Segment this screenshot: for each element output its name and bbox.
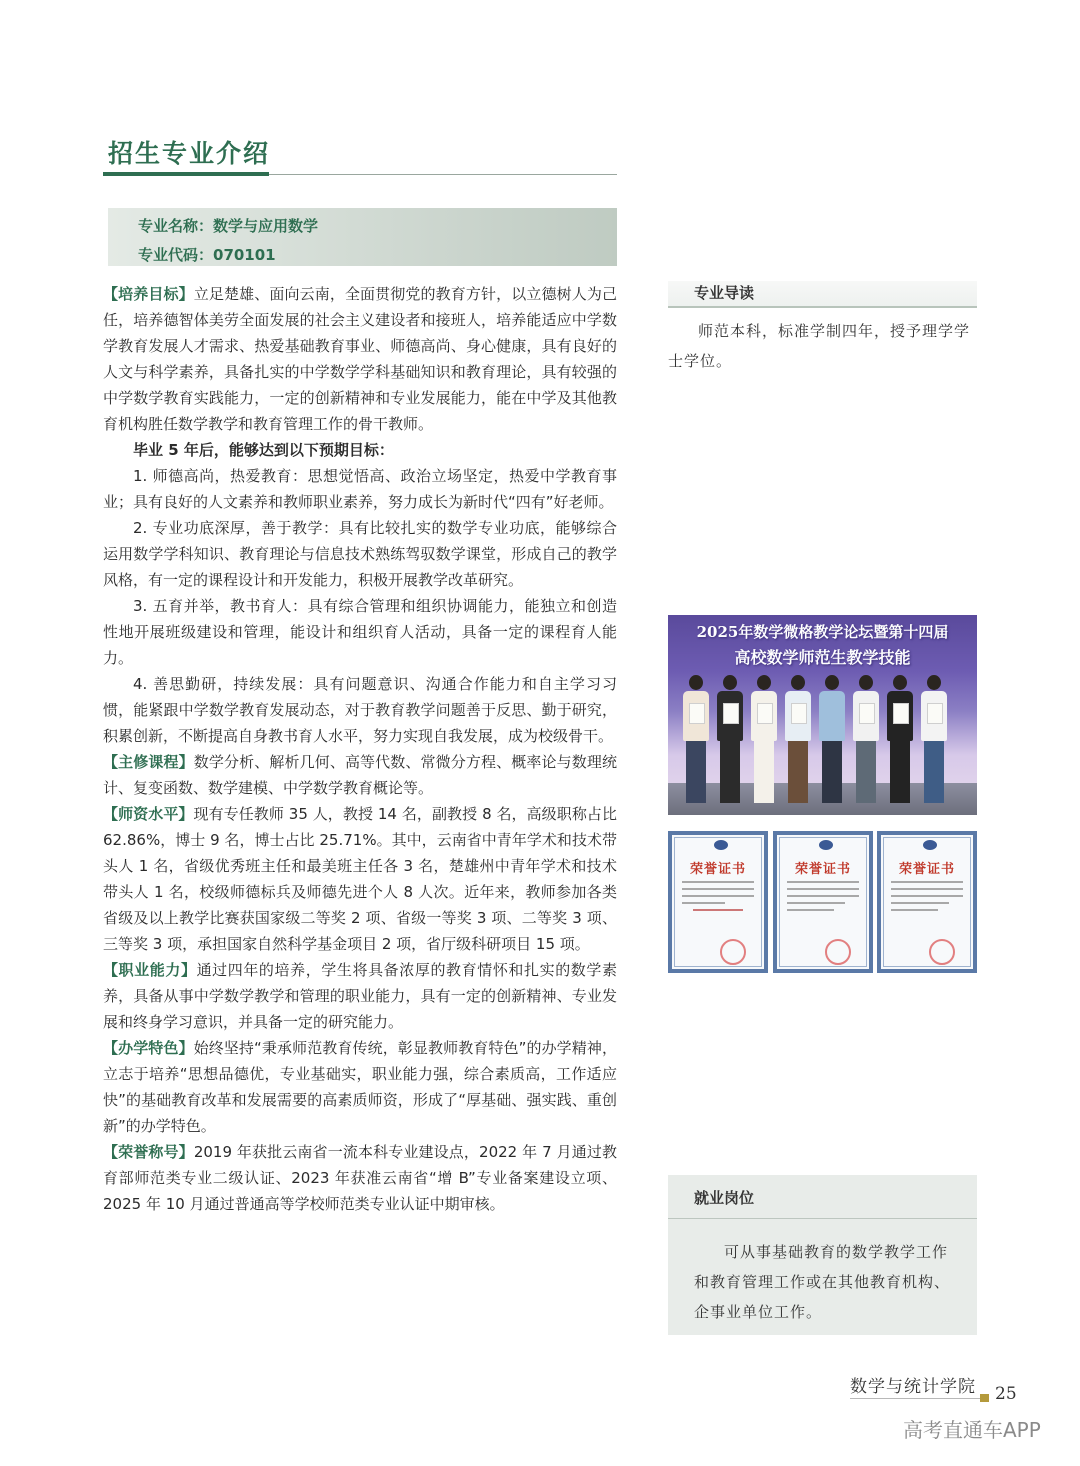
honors-tag: 【荣誉称号】 (103, 1143, 194, 1161)
goal-item-1 (103, 463, 617, 515)
goal-item-3-head: 3. 五育并举，教书育人： (133, 597, 308, 615)
watermark: 高考直通车APP (903, 1418, 1041, 1442)
courses-paragraph (103, 749, 617, 801)
certificate-1 (668, 831, 768, 973)
goal-item-1-text: 思想觉悟高、政治立场坚定，热爱中学教育事业；具有良好的人文素养和教师职业素养，努力成长为新时代“四有”好老师。 (103, 467, 617, 511)
footer-rule (850, 1398, 980, 1399)
jobs-heading: 就业岗位 (668, 1175, 977, 1219)
courses-text: 数学分析、解析几何、高等代数、常微分方程、概率论与数理统计、复变函数、数学建模、中学数学教育概论等。 (103, 753, 617, 797)
goal-item-4-text: 具有问题意识、沟通合作能力和自主学习习惯，能紧跟中学数学教育发展动态，对于教育教学问题善于反思、勤于研究，积累创新，不断提高自身教书育人水平，努力实现自我发展，成为校级骨干。 (103, 675, 617, 745)
training-goal-paragraph (103, 281, 617, 437)
cert-title: 荣誉证书 (794, 862, 851, 877)
cert-stamp-icon (825, 939, 851, 965)
goal-item-3-text: 具有综合管理和组织协调能力，能独立和创造性地开展班级建设和管理，能设计和组织育人活动，具备一定的课程育人能力。 (103, 597, 617, 667)
footer-college-name: 数学与统计学院 (850, 1377, 976, 1397)
photo-banner-line-1: 2025年数学微格教学论坛暨第十四届 (696, 623, 949, 641)
goal-item-4-head: 4. 善思勤研，持续发展： (133, 675, 314, 693)
cert-logo-icon (714, 840, 728, 850)
cert-text-lines (682, 881, 754, 916)
career-ability-tag: 【职业能力】 (103, 961, 197, 979)
major-name: 专业名称：数学与应用数学 (138, 217, 319, 235)
certificate-2 (773, 831, 873, 973)
honors-paragraph (103, 1139, 617, 1217)
training-goal-text: 立足楚雄、面向云南，全面贯彻党的教育方针，以立德树人为己任，培养德智体美劳全面发展的社会主义建设者和接班人，培养能适应中学数学教育发展人才需求、热爱基础教育事业、师德高尚、身心健康，具有良好的人文与科学素养，具备扎实的中学数学学科基础知识和教育理论，具有较强的中学数学教育实践能力，一定的创新精神和专业发展能力，能在中学及其他教育机构胜任数学教学和教育管理工作的骨干教师。 (103, 285, 617, 433)
features-text: 始终坚持“秉承师范教育传统，彰显教师教育特色”的办学精神，立志于培养“思想品德优，专业基础实，职业能力强，综合素质高，工作适应快”的基础教育改革和发展需要的高素质师资，形成了“厚基础、强实践、重创新”的办学特色。 (103, 1039, 617, 1135)
photo-person (918, 665, 950, 810)
jobs-box (668, 1175, 977, 1335)
faculty-tag: 【师资水平】 (103, 805, 194, 823)
features-paragraph (103, 1035, 617, 1139)
certificate-3 (877, 831, 977, 973)
photo-banner-line-2: 高校数学师范生教学技能 (734, 648, 911, 667)
cert-stamp-icon (929, 939, 955, 965)
footer-square-icon (980, 1394, 989, 1402)
goal-item-2 (103, 515, 617, 593)
page-number: 25 (995, 1384, 1017, 1404)
major-code: 专业代码：070101 (138, 246, 276, 264)
award-photo (668, 615, 977, 815)
photo-person (884, 665, 916, 810)
faculty-text: 现有专任教师 35 人，教授 14 名，副教授 8 名，高级职称占比 62.86%，博士 9 名，博士占比 25.71%。其中，云南省中青年学术和技术带头人 1 名，省级优秀班主任和最美班主任各 3 名，楚雄州中青年学术和技术带头人 1 名，校级师德标兵及师德先进个人 8 人次。近年来，教师参加各类省级及以上教学比赛获国家级二等奖 2 项、省级一等奖 3 项、二等奖 3 项、三等奖 3 项，承担国家自然科学基金项目 2 项，省厅级科研项目 15 项。 (103, 805, 617, 953)
faculty-paragraph (103, 801, 617, 957)
career-ability-text: 通过四年的培养，学生将具备浓厚的教育情怀和扎实的数学素养，具备从事中学数学教学和管理的职业能力，具有一定的创新精神、专业发展和终身学习意识，并具备一定的研究能力。 (103, 961, 617, 1031)
major-info-box (108, 208, 617, 266)
photo-person (680, 665, 712, 810)
cert-logo-icon (923, 840, 937, 850)
goal-item-2-text: 具有比较扎实的数学专业功底，能够综合运用数学学科知识、教育理论与信息技术熟练驾驭数学课堂，形成自己的教学风格，有一定的课程设计和开发能力，积极开展教学改革研究。 (103, 519, 617, 589)
goal-item-2-head: 2. 专业功底深厚，善于教学： (133, 519, 339, 537)
goal-item-1-head: 1. 师德高尚，热爱教育： (133, 467, 308, 485)
main-text (103, 281, 617, 1217)
graduation-goals-intro: 毕业 5 年后，能够达到以下预期目标： (133, 441, 394, 459)
goal-item-4 (103, 671, 617, 749)
cert-logo-icon (819, 840, 833, 850)
cert-text-lines (891, 881, 963, 916)
career-ability-paragraph (103, 957, 617, 1035)
cert-title: 荣誉证书 (898, 862, 955, 877)
cert-title: 荣誉证书 (689, 862, 746, 877)
title-underline (103, 172, 269, 176)
cert-stamp-icon (720, 939, 746, 965)
photo-person (816, 665, 848, 810)
photo-person (714, 665, 746, 810)
goal-item-3 (103, 593, 617, 671)
photo-person (748, 665, 780, 810)
jobs-text: 可从事基础教育的数学教学工作和教育管理工作或在其他教育机构、企事业单位工作。 (694, 1243, 951, 1321)
features-tag: 【办学特色】 (103, 1039, 194, 1057)
photo-person (782, 665, 814, 810)
title-rule (269, 174, 617, 175)
honors-text: 2019 年获批云南省一流本科专业建设点，2022 年 7 月通过教育部师范类专业二级认证、2023 年获准云南省“增 B”专业备案建设立项、2025 年 10 月通过普通高等学校师范类专业认证中期审核。 (103, 1143, 617, 1213)
guide-heading: 专业导读 (668, 281, 977, 308)
photo-person (850, 665, 882, 810)
training-goal-tag: 【培养目标】 (103, 285, 194, 303)
guide-text: 师范本科，标准学制四年，授予理学学士学位。 (668, 322, 971, 370)
cert-text-lines (787, 881, 859, 916)
courses-tag: 【主修课程】 (103, 753, 194, 771)
section-title: 招生专业介绍 (108, 139, 271, 168)
